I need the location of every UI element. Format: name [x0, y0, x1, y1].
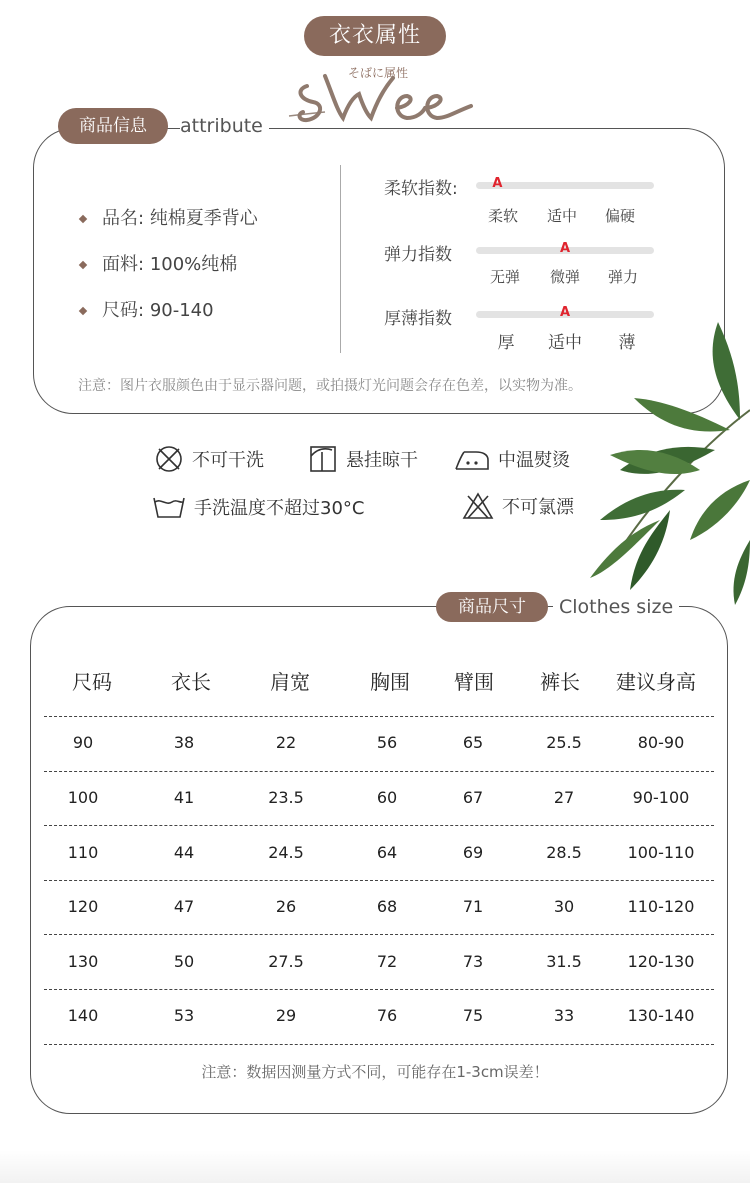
page-title-badge: 衣衣属性: [304, 16, 446, 56]
elasticity-label: 弹力指数: [384, 245, 452, 265]
care-item: [308, 444, 418, 474]
table-rule: [44, 716, 714, 717]
care-item: [462, 492, 574, 520]
size-header-cell: 裤长: [540, 670, 580, 694]
no-dry-clean-icon: [154, 444, 184, 474]
size-header-cell: 胸围: [370, 670, 410, 694]
table-cell: 72: [376, 951, 398, 971]
size-header-cell: 建议身高: [616, 670, 696, 694]
softness-marker: A: [492, 176, 503, 191]
thickness-option: 薄: [618, 333, 636, 353]
table-cell: 67: [462, 787, 484, 807]
table-rule: [44, 1044, 714, 1045]
table-cell: 120-130: [627, 951, 695, 971]
care-item: [152, 494, 364, 520]
care-label: 手洗温度不超过30°C: [194, 498, 365, 519]
hand-wash-icon: [152, 494, 186, 520]
table-cell: 38: [173, 733, 195, 753]
info-key: 面料:: [102, 254, 145, 275]
attribute-section-badge: 商品信息: [58, 108, 168, 144]
care-item: [454, 444, 570, 474]
attribute-note: 注意：图片衣服颜色由于显示器问题，或拍摄灯光问题会存在色差，以实物为准。: [78, 378, 582, 394]
elasticity-option: 无弹: [489, 268, 520, 286]
table-cell: 60: [376, 787, 398, 807]
thickness-option: 厚: [497, 333, 515, 353]
attribute-section-title: attribute: [180, 115, 269, 137]
info-size: [80, 296, 214, 322]
care-label: 不可氯漂: [502, 497, 574, 518]
table-cell: 41: [173, 787, 195, 807]
table-cell: 100: [67, 787, 99, 807]
table-cell: 73: [462, 951, 484, 971]
table-cell: 56: [376, 733, 398, 753]
table-cell: 110: [67, 842, 99, 862]
elasticity-option: 微弹: [549, 268, 580, 286]
softness-option: 适中: [546, 207, 577, 225]
table-cell: 30: [553, 897, 575, 917]
table-cell: 64: [376, 842, 398, 862]
table-cell: 68: [376, 897, 398, 917]
table-cell: 53: [173, 1006, 195, 1026]
table-rule: [44, 771, 714, 772]
table-cell: 130-140: [627, 1006, 695, 1026]
table-cell: 50: [173, 951, 195, 971]
table-cell: 75: [462, 1006, 484, 1026]
info-key: 尺码:: [102, 300, 145, 321]
softness-option: 偏硬: [604, 207, 635, 225]
hang-dry-icon: [308, 444, 338, 474]
info-product-name: [80, 204, 258, 230]
info-value: 纯棉夏季背心: [149, 208, 258, 229]
elasticity-option: 弹力: [607, 268, 638, 286]
table-cell: 65: [462, 733, 484, 753]
script-logo: [285, 66, 475, 128]
size-header-cell: 衣长: [171, 670, 211, 694]
table-cell: 120: [67, 897, 99, 917]
table-cell: 44: [173, 842, 195, 862]
softness-option: 柔软: [487, 207, 518, 225]
info-key: 品名:: [102, 208, 145, 229]
diamond-bullet-icon: [79, 261, 87, 269]
size-section-title: Clothes size: [553, 596, 679, 618]
table-cell: 22: [275, 733, 297, 753]
table-cell: 24.5: [268, 842, 304, 862]
thickness-marker: A: [560, 305, 571, 320]
table-cell: 27: [553, 787, 575, 807]
softness-track: [476, 182, 654, 189]
table-cell: 110-120: [627, 897, 695, 917]
table-cell: 90-100: [632, 787, 690, 807]
size-note: 注意：数据因测量方式不同，可能存在1-3cm误差！: [201, 1063, 549, 1081]
table-cell: 29: [275, 1006, 297, 1026]
info-fabric: [80, 250, 237, 276]
size-header-cell: 臂围: [454, 670, 494, 694]
table-cell: 23.5: [268, 787, 304, 807]
table-cell: 31.5: [546, 951, 582, 971]
table-cell: 76: [376, 1006, 398, 1026]
care-label: 不可干洗: [192, 450, 264, 471]
no-bleach-icon: [462, 492, 494, 520]
vertical-divider: [340, 165, 341, 353]
diamond-bullet-icon: [79, 307, 87, 315]
size-section-badge: 商品尺寸: [436, 592, 548, 622]
table-rule: [44, 934, 714, 935]
table-cell: 140: [67, 1006, 99, 1026]
size-header-cell: 肩宽: [270, 670, 310, 694]
care-label: 悬挂晾干: [346, 450, 418, 471]
leaf-decoration: [590, 320, 750, 610]
table-cell: 33: [553, 1006, 575, 1026]
table-cell: 28.5: [546, 842, 582, 862]
bottom-shade: [0, 1150, 750, 1183]
thickness-label: 厚薄指数: [384, 309, 452, 329]
elasticity-marker: A: [560, 241, 571, 256]
table-cell: 90: [72, 733, 94, 753]
care-item: [154, 444, 264, 474]
table-cell: 69: [462, 842, 484, 862]
table-cell: 26: [275, 897, 297, 917]
softness-label: 柔软指数:: [384, 179, 458, 199]
thickness-option: 适中: [548, 333, 582, 353]
table-rule: [44, 989, 714, 990]
table-cell: 80-90: [637, 733, 685, 753]
iron-medium-icon: [454, 444, 490, 474]
care-label: 中温熨烫: [498, 450, 570, 471]
page-subtitle: そばに属性: [347, 66, 408, 80]
table-cell: 100-110: [627, 842, 695, 862]
table-cell: 130: [67, 951, 99, 971]
info-value: 90-140: [149, 300, 214, 321]
info-value: 100%纯棉: [149, 254, 238, 275]
size-header-cell: 尺码: [72, 670, 112, 694]
table-cell: 25.5: [546, 733, 582, 753]
table-rule: [44, 880, 714, 881]
table-cell: 47: [173, 897, 195, 917]
table-rule: [44, 825, 714, 826]
table-cell: 27.5: [268, 951, 304, 971]
table-cell: 71: [462, 897, 484, 917]
diamond-bullet-icon: [79, 215, 87, 223]
